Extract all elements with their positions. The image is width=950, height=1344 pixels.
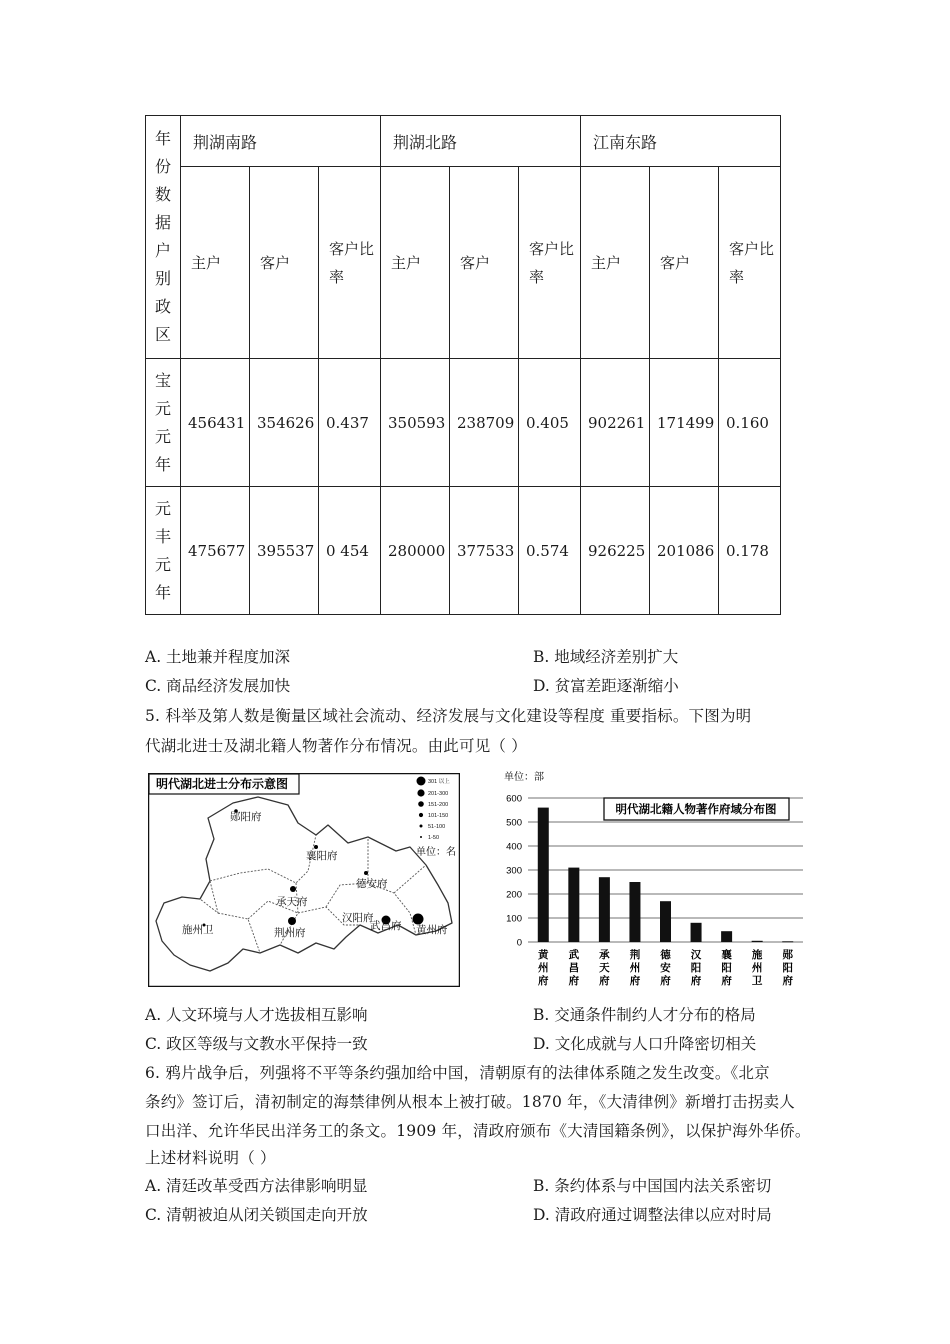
x-tick-label: 施州卫 bbox=[751, 949, 763, 987]
y-axis-ticks bbox=[506, 794, 522, 949]
q6-stem-line: 条约》签订后，清初制定的海禁律例从根本上被打破。1870 年，《大清律例》新增打击拐卖人 bbox=[145, 1093, 795, 1111]
bar bbox=[752, 941, 763, 942]
works-bar-chart bbox=[478, 768, 808, 996]
legend-label: 301 以上 bbox=[428, 779, 450, 785]
map-label: 施州卫 bbox=[182, 924, 214, 936]
table-cell: 201086 bbox=[650, 487, 719, 615]
q6-option-d[interactable]: D. 清政府通过调整法律以应对时局 bbox=[533, 1206, 772, 1224]
column-header: 主户 bbox=[581, 167, 650, 359]
chart-bars bbox=[538, 808, 793, 943]
legend-label: 51-100 bbox=[428, 824, 446, 830]
region-header: 荆湖北路 bbox=[381, 116, 581, 167]
household-table bbox=[145, 115, 781, 615]
q6-option-c[interactable]: C. 清朝被迫从闭关锁国走向开放 bbox=[145, 1206, 368, 1224]
table-cell: 0.574 bbox=[519, 487, 581, 615]
q4-option-c[interactable]: C. 商品经济发展加快 bbox=[145, 677, 291, 695]
y-tick-label: 0 bbox=[516, 937, 522, 949]
y-tick-label: 300 bbox=[506, 865, 522, 877]
map-label: 郧阳府 bbox=[230, 811, 262, 823]
table-cell: 238709 bbox=[450, 359, 519, 487]
table-cell: 0.178 bbox=[719, 487, 781, 615]
column-header: 客户 bbox=[650, 167, 719, 359]
x-tick-label: 襄阳府 bbox=[721, 949, 732, 987]
y-tick-label: 500 bbox=[506, 817, 522, 829]
q4-option-d[interactable]: D. 贫富差距逐渐缩小 bbox=[533, 677, 679, 695]
region-header: 江南东路 bbox=[581, 116, 781, 167]
legend-label: 1-50 bbox=[428, 835, 440, 841]
column-header: 客户比率 bbox=[319, 167, 381, 359]
q6-stem-line: 口出洋、允许华民出洋务工的条文。1909 年，清政府颁布《大清国籍条例》，以保护海外华侨。 bbox=[145, 1122, 811, 1140]
jinshi-distribution-map bbox=[148, 773, 460, 987]
region-header: 荆湖南路 bbox=[181, 116, 381, 167]
x-tick-label: 郧阳府 bbox=[782, 949, 793, 987]
bar bbox=[538, 808, 549, 942]
table-cell: 395537 bbox=[250, 487, 319, 615]
q5-option-d[interactable]: D. 文化成就与人口升降密切相关 bbox=[533, 1035, 757, 1053]
table-cell: 171499 bbox=[650, 359, 719, 487]
y-tick-label: 600 bbox=[506, 793, 522, 805]
chart-unit: 单位：部 bbox=[504, 772, 544, 783]
x-tick-label: 德安府 bbox=[660, 949, 671, 987]
bar bbox=[721, 931, 732, 942]
table-cell: 0.437 bbox=[319, 359, 381, 487]
table-cell: 0.160 bbox=[719, 359, 781, 487]
column-header: 客户比率 bbox=[719, 167, 781, 359]
year-cell: 元 丰 元 年 bbox=[146, 487, 181, 615]
column-header: 主户 bbox=[381, 167, 450, 359]
x-tick-label: 武昌府 bbox=[568, 949, 580, 987]
year-cell: 宝 元 元 年 bbox=[146, 359, 181, 487]
map-label: 承天府 bbox=[276, 896, 308, 908]
column-header: 客户 bbox=[250, 167, 319, 359]
chart-title: 明代湖北籍人物著作府域分布图 bbox=[615, 804, 777, 816]
x-axis-labels bbox=[537, 948, 793, 987]
map-label: 黄州府 bbox=[416, 924, 448, 936]
table-cell: 0.405 bbox=[519, 359, 581, 487]
q6-stem-line: 上述材料说明（ ） bbox=[145, 1149, 276, 1167]
map-label: 武昌府 bbox=[370, 920, 402, 932]
q5-option-b[interactable]: B. 交通条件制约人才分布的格局 bbox=[533, 1006, 756, 1024]
x-tick-label: 承天府 bbox=[599, 949, 610, 987]
q5-stem-line: 代湖北进士及湖北籍人物著作分布情况。由此可见（ ） bbox=[145, 737, 527, 755]
column-header: 客户比率 bbox=[519, 167, 581, 359]
map-label: 襄阳府 bbox=[306, 850, 338, 862]
map-title: 明代湖北进士分布示意图 bbox=[156, 777, 289, 791]
column-header: 主户 bbox=[181, 167, 250, 359]
q6-option-b[interactable]: B. 条约体系与中国国内法关系密切 bbox=[533, 1177, 772, 1195]
table-row bbox=[146, 359, 781, 487]
q4-option-a[interactable]: A. 土地兼并程度加深 bbox=[145, 648, 291, 666]
table-cell: 902261 bbox=[581, 359, 650, 487]
legend-label: 151-200 bbox=[428, 802, 449, 808]
q5-option-a[interactable]: A. 人文环境与人才选拔相互影响 bbox=[145, 1006, 368, 1024]
table-cell: 377533 bbox=[450, 487, 519, 615]
table-cell: 475677 bbox=[181, 487, 250, 615]
x-tick-label: 黄州府 bbox=[538, 949, 549, 987]
map-label: 汉阳府 bbox=[342, 912, 374, 924]
q6-option-a[interactable]: A. 清廷改革受西方法律影响明显 bbox=[145, 1177, 368, 1195]
bar bbox=[691, 923, 702, 942]
table-corner-header: 年 份 数 据 户 别 政 区 bbox=[146, 116, 181, 359]
q4-option-b[interactable]: B. 地域经济差别扩大 bbox=[533, 648, 679, 666]
legend-label: 201-300 bbox=[428, 791, 449, 797]
map-label: 德安府 bbox=[356, 878, 388, 890]
bar bbox=[599, 877, 610, 942]
bar bbox=[568, 868, 579, 942]
bar bbox=[782, 941, 793, 942]
table-cell: 0 454 bbox=[319, 487, 381, 615]
y-tick-label: 200 bbox=[506, 889, 522, 901]
x-tick-label: 荆州府 bbox=[629, 949, 641, 987]
table-cell: 280000 bbox=[381, 487, 450, 615]
y-tick-label: 100 bbox=[506, 913, 522, 925]
q5-option-c[interactable]: C. 政区等级与文教水平保持一致 bbox=[145, 1035, 368, 1053]
q5-stem-line: 5. 科举及第人数是衡量区域社会流动、经济发展与文化建设等程度 重要指标。下图为明 bbox=[145, 707, 752, 725]
table-cell: 456431 bbox=[181, 359, 250, 487]
column-header: 客户 bbox=[450, 167, 519, 359]
y-tick-label: 400 bbox=[506, 841, 522, 853]
table-cell: 350593 bbox=[381, 359, 450, 487]
bar bbox=[660, 901, 671, 942]
table-row bbox=[146, 487, 781, 615]
table-cell: 926225 bbox=[581, 487, 650, 615]
map-label: 荆州府 bbox=[274, 927, 306, 939]
table-cell: 354626 bbox=[250, 359, 319, 487]
bar bbox=[629, 882, 640, 942]
legend-label: 101-150 bbox=[428, 813, 449, 819]
x-tick-label: 汉阳府 bbox=[690, 949, 702, 987]
legend-unit: 单位：名 bbox=[416, 847, 456, 858]
q6-stem-line: 6. 鸦片战争后，列强将不平等条约强加给中国，清朝原有的法律体系随之发生改变。《北京 bbox=[145, 1064, 770, 1082]
